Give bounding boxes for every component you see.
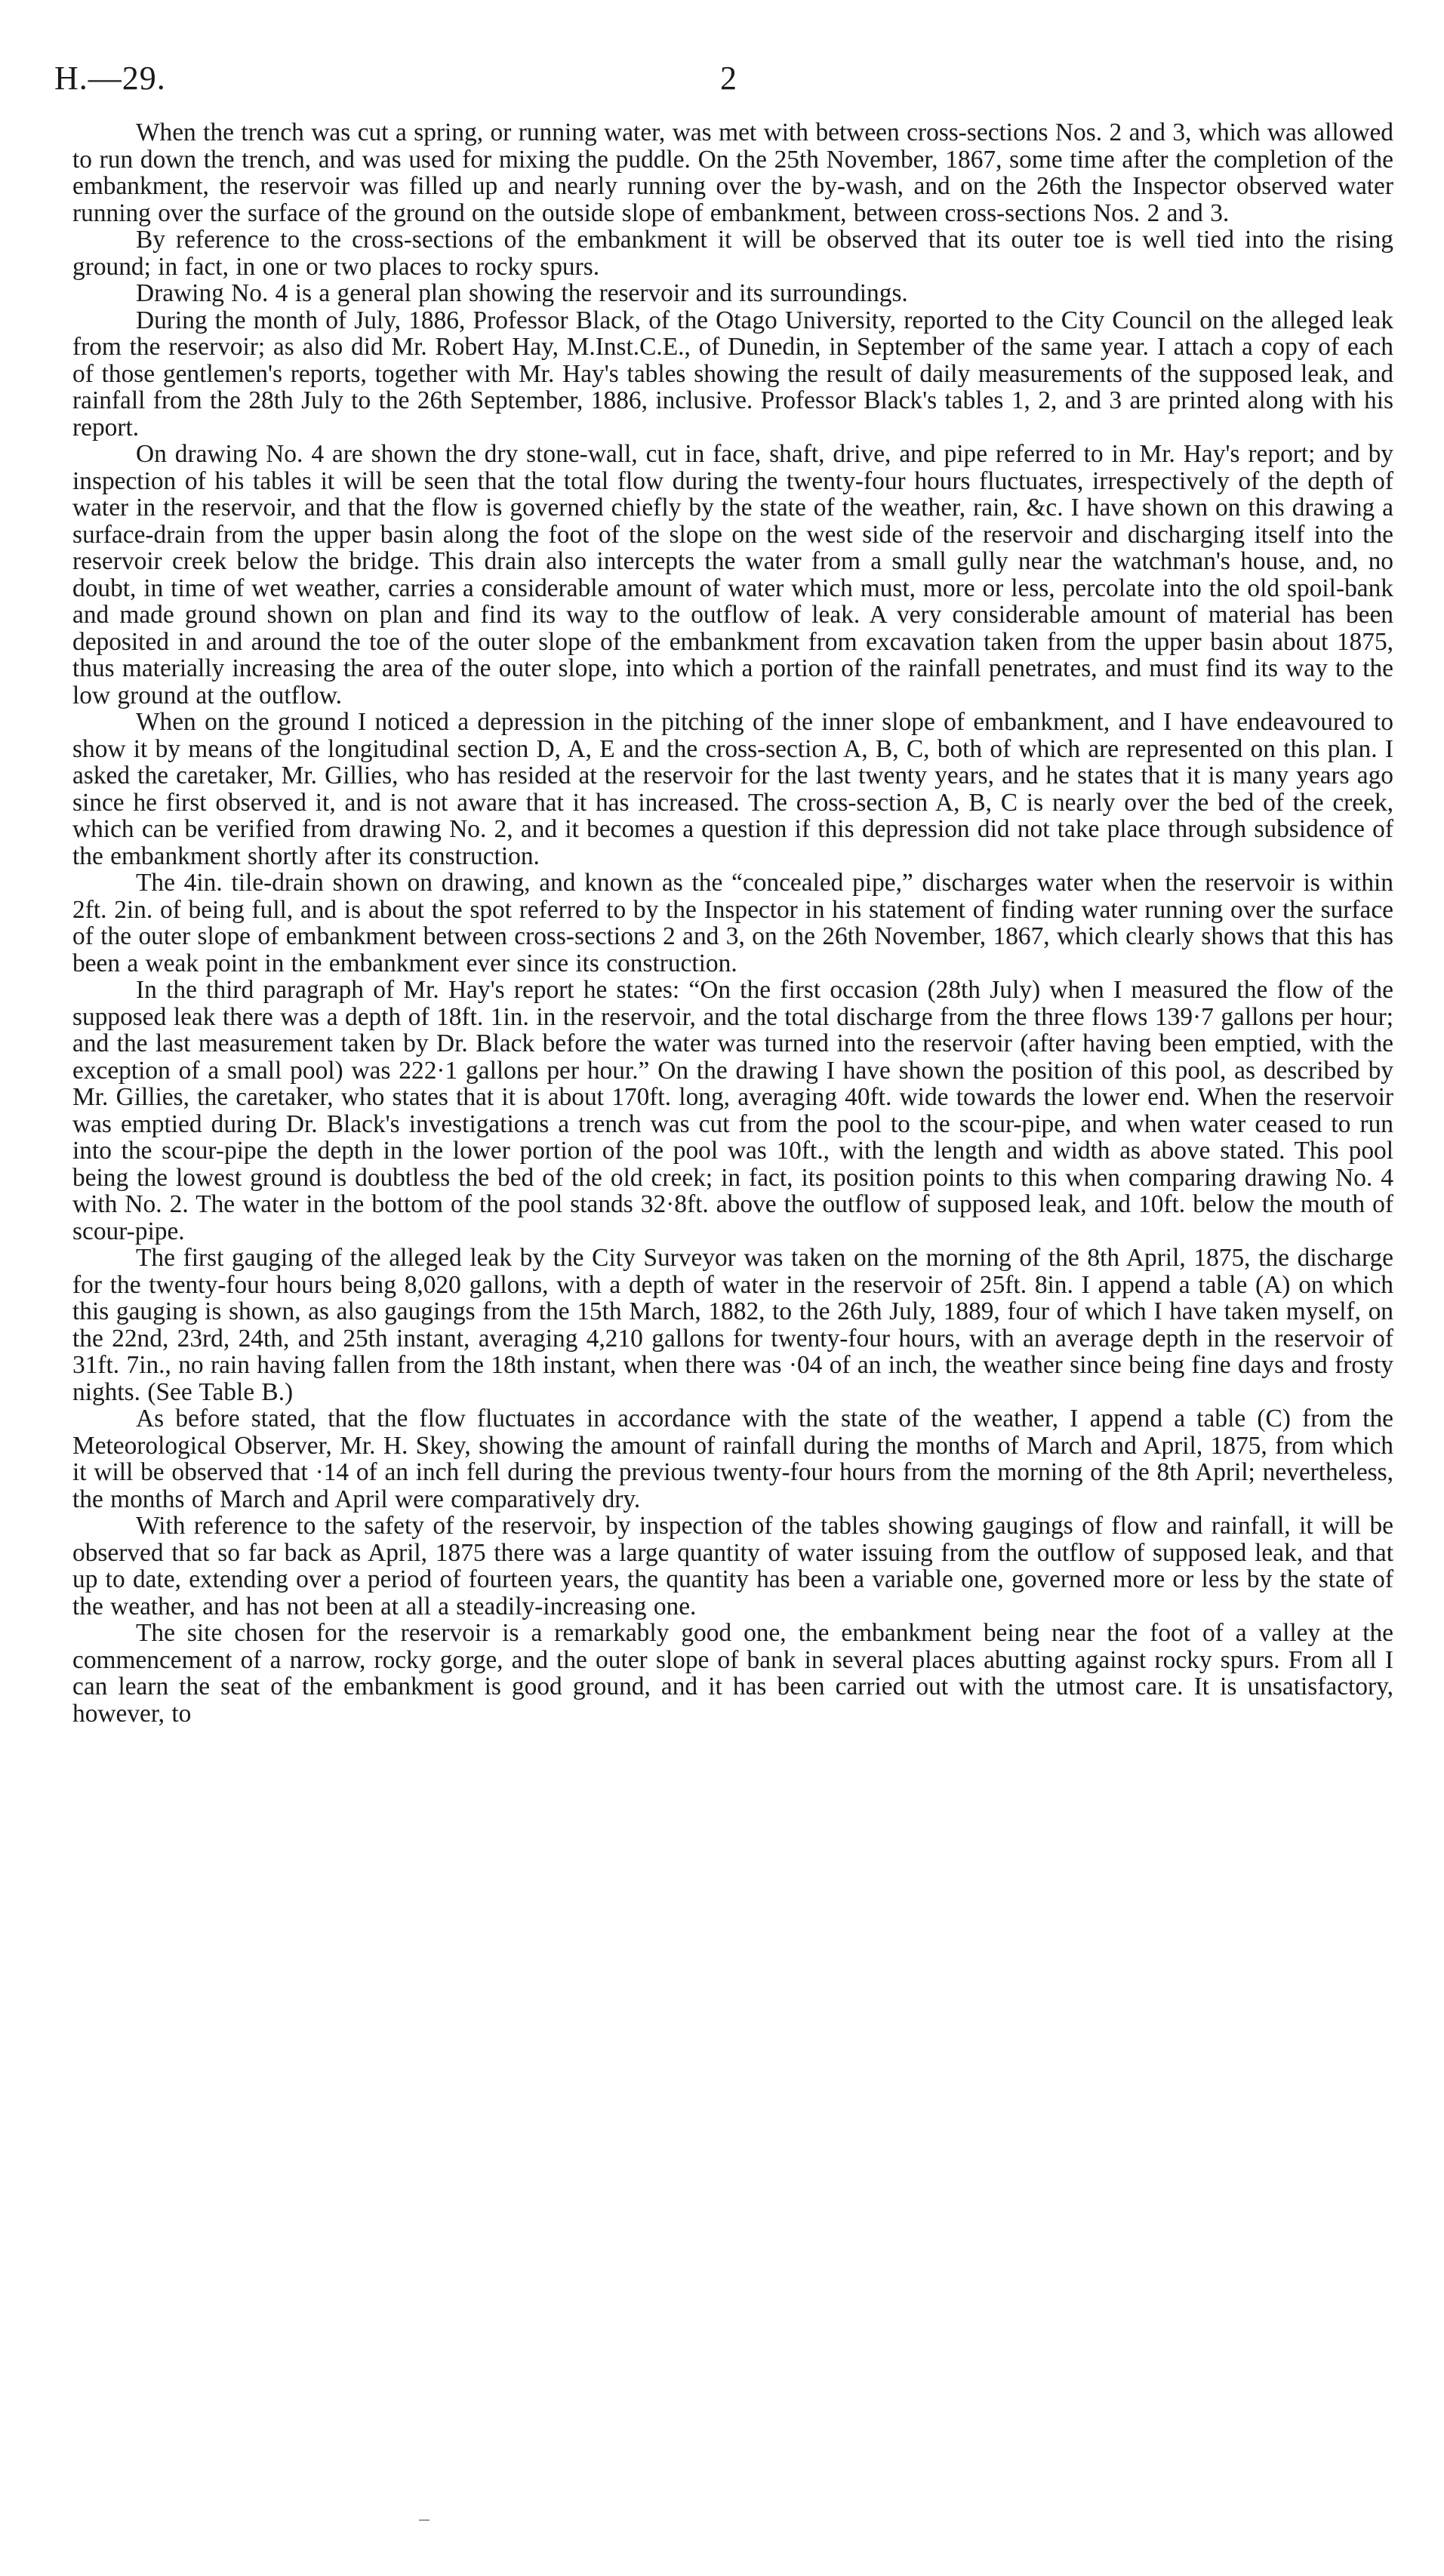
- page-number: 2: [720, 60, 737, 97]
- paragraph-first-gauging: The first gauging of the alleged leak by the City Surveyor was taken on the morning of the 8th April, 1875, the discharge for the twenty-four hours being 8,020 gallons, with a depth of water in the reservoir of 25ft. 8in. I append a table (A) on which this gauging is shown, as also gaugings from the 15th March, 1882, to the 26th July, 1889, four of which I have taken myself, on the 22nd, 23rd, 24th, and 25th instant, averaging 4,210 gallons for twenty-four hours, with an average depth in the reservoir of 31ft. 7in., no rain having fallen from the 18th instant, when there was ·04 of an inch, the weather since being fine days and frosty nights. (See Table B.): [72, 1244, 1393, 1406]
- paragraph-drawing-details: On drawing No. 4 are shown the dry stone-wall, cut in face, shaft, drive, and pipe referred to in Mr. Hay's report; and by inspection of his tables it will be seen that the total flow during the twenty-four hours fluctuates, irrespectively of the depth of water in the reservoir, and that the flow is governed chiefly by the state of the weather, rain, &c. I have shown on this drawing a surface-drain from the upper basin along the foot of the slope on the west side of the reservoir and discharging itself into the reservoir creek below the bridge. This drain also intercepts the water from a small gully near the watchman's house, and, no doubt, in time of wet weather, carries a considerable amount of water which must, more or less, percolate into the old spoil-bank and made ground shown on plan and find its way to the outflow of leak. A very considerable amount of material has been deposited in and around the toe of the outer slope of the embankment from excavation taken from the upper basin about 1875, thus materially increasing the area of the outer slope, into which a portion of the rainfall penetrates, and must find its way to the low ground at the outflow.: [72, 440, 1393, 709]
- paragraph-tile-drain: The 4in. tile-drain shown on drawing, and known as the “concealed pipe,” discharges water when the reservoir is within 2ft. 2in. of being full, and is about the spot referred to by the Inspector in his statement of finding water running over the surface of the outer slope of embankment between cross-sections 2 and 3, on the 26th November, 1867, which clearly shows that this has been a weak point in the embankment ever since its construction.: [72, 869, 1393, 977]
- paragraph-professor-black: During the month of July, 1886, Professor Black, of the Otago University, reported to the City Council on the alleged leak from the reservoir; as also did Mr. Robert Hay, M.Inst.C.E., of Dunedin, in September of the same year. I attach a copy of each of those gentlemen's reports, together with Mr. Hay's tables showing the result of daily measurements of the supposed leak, and rainfall from the 28th July to the 26th September, 1886, inclusive. Professor Black's tables 1, 2, and 3 are printed along with his report.: [72, 306, 1393, 442]
- paragraph-rainfall-table: As before stated, that the flow fluctuates in accordance with the state of the weather, I append a table (C) from the Meteorological Observer, Mr. H. Skey, showing the amount of rainfall during the months of March and April, 1875, from which it will be observed that ·14 of an inch fell during the previous twenty-four hours from the morning of the 8th April; nevertheless, the months of March and April were comparatively dry.: [72, 1405, 1393, 1513]
- footer-mark: [419, 2519, 430, 2521]
- page-header: [54, 59, 1398, 104]
- paragraph-drawing-4: Drawing No. 4 is a general plan showing the reservoir and its surroundings.: [136, 279, 908, 307]
- paragraph-hay-report: In the third paragraph of Mr. Hay's report he states: “On the first occasion (28th July) when I measured the flow of the supposed leak there was a depth of 18ft. 1in. in the reservoir, and the total discharge from the three flows 139·7 gallons per hour; and the last measurement taken by Dr. Black before the water was turned into the reservoir (after having been emptied, with the exception of a small pool) was 222·1 gallons per hour.” On the drawing I have shown the position of this pool, as described by Mr. Gillies, the caretaker, who states that it is about 170ft. long, averaging 40ft. wide towards the lower end. When the reservoir was emptied during Dr. Black's investigations a trench was cut from the pool to the scour-pipe, and when water ceased to run into the scour-pipe the depth in the lower portion of the pool was 10ft., with the length and width as above stated. This pool being the lowest ground is doubtless the bed of the old creek; in fact, its position points to this when comparing drawing No. 4 with No. 2. The water in the bottom of the pool stands 32·8ft. above the outflow of supposed leak, and 10ft. below the mouth of scour-pipe.: [72, 976, 1393, 1245]
- paragraph-safety: With reference to the safety of the reservoir, by inspection of the tables showing gaugings of flow and rainfall, it will be observed that so far back as April, 1875 there was a large quantity of water issuing from the outflow of supposed leak, and that up to date, extending over a period of fourteen years, the quantity has been a variable one, governed more or less by the state of the weather, and has not been at all a steadily-increasing one.: [72, 1512, 1393, 1620]
- body-text: [72, 119, 1393, 1727]
- paragraph-spring-trench: When the trench was cut a spring, or running water, was met with between cross-sections Nos. 2 and 3, which was allowed to run down the trench, and was used for mixing the puddle. On the 25th November, 1867, some time after the completion of the embankment, the reservoir was filled up and nearly running over the by-wash, and on the 26th the Inspector observed water running over the surface of the ground on the outside slope of embankment, between cross-sections Nos. 2 and 3.: [72, 118, 1393, 227]
- paragraph-cross-sections: By reference to the cross-sections of the embankment it will be observed that its outer toe is well tied into the rising ground; in fact, in one or two places to rocky spurs.: [72, 226, 1393, 281]
- document-reference: H.—29.: [54, 60, 166, 97]
- paragraph-depression: When on the ground I noticed a depression in the pitching of the inner slope of embankment, and I have endeavoured to show it by means of the longitudinal section D, A, E and the cross-section A, B, C, both of which are represented on this plan. I asked the caretaker, Mr. Gillies, who has resided at the reservoir for the last twenty years, and he states that it is many years ago since he first observed it, and is not aware that it has increased. The cross-section A, B, C is nearly over the bed of the creek, which can be verified from drawing No. 2, and it becomes a question if this depression did not take place through subsidence of the embankment shortly after its construction.: [72, 708, 1393, 870]
- paragraph-site: The site chosen for the reservoir is a remarkably good one, the embankment being near the foot of a valley at the commencement of a narrow, rocky gorge, and the outer slope of bank in several places abutting against rocky spurs. From all I can learn the seat of the embankment is good ground, and it has been carried out with the utmost care. It is unsatisfactory, however, to: [72, 1619, 1393, 1728]
